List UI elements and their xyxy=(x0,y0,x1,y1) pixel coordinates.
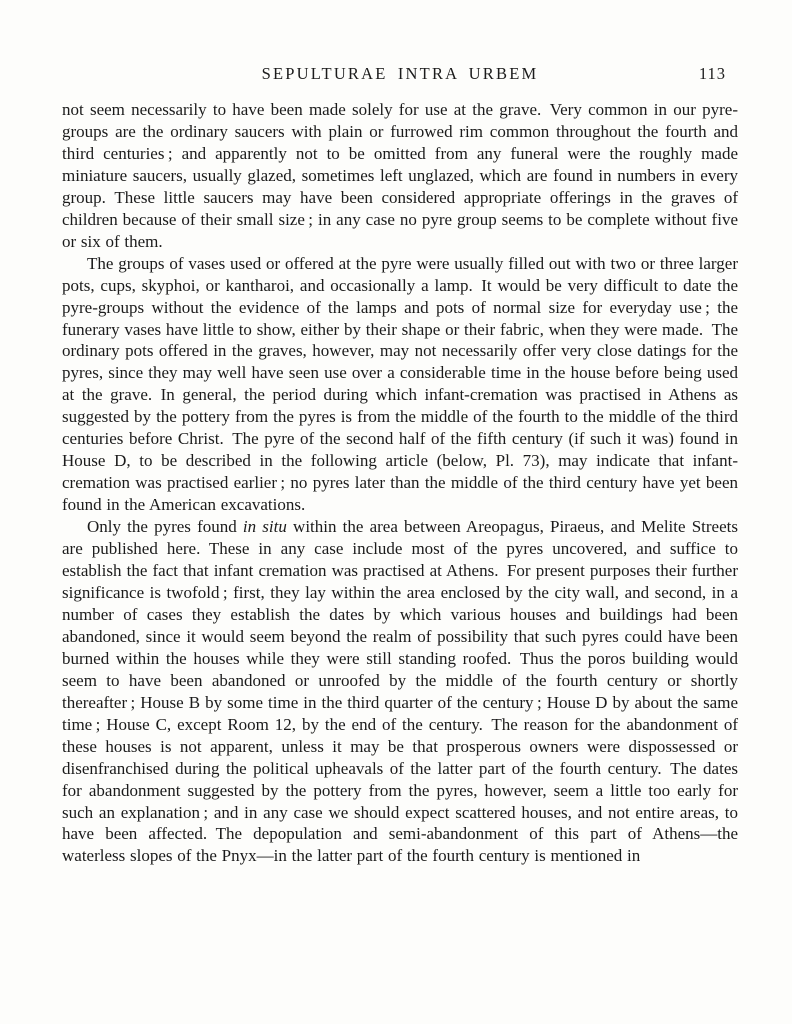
paragraph-continuation: not seem necessarily to have been made solely for use at the grave. Very common in our pyre-groups are the ordinary saucers with plain or furrowed rim common throughout the fourth and third centuries ; and apparently not to be omitted from any funeral were the roughly made miniature saucers, usually glazed, sometimes left unglazed, which are found in numbers in every group. These little saucers may have been considered appropriate offerings in the graves of children because of their small size ; in any case no pyre group seems to be complete without five or six of them. xyxy=(62,100,738,251)
paragraph-pyres-in-situ xyxy=(62,516,738,867)
paragraph-vase-groups: The groups of vases used or offered at the pyre were usually filled out with two or three larger pots, cups, skyphoi, or kantharoi, and occasionally a lamp. It would be very difficult to date the pyre-groups without the evidence of the lamps and pots of normal size for everyday use ; the funerary vases have little to show, either by their shape or their fabric, when they were made. The ordinary pots offered in the graves, however, may not necessarily offer very close datings for the pyres, since they may well have seen use over a considerable time in the house before being used at the grave. In general, the period during which infant-cremation was practised in Athens as suggested by the pottery from the pyres is from the middle of the fourth to the middle of the third centuries before Christ. The pyre of the second half of the fifth century (if such it was) found in House D, to be described in the following article (below, Pl. 73), may indicate that infant-cremation was practised earlier ; no pyres later than the middle of the third century have yet been found in the American excavations. xyxy=(62,253,738,515)
running-header-title: SEPULTURAE INTRA URBEM xyxy=(261,64,539,83)
italic-latin-phrase: in situ xyxy=(242,517,287,537)
paragraph-text-segment: within the area between Areopagus, Piraeus, and Melite Streets are published here. These in any case include most of the pyres uncovered, and suffice to establish the fact that infant cremation was practised at Athens. For present purposes their further significance is twofold ; first, they lay within the area enclosed by the city wall, and second, in a number of cases they establish the dates by which various houses and buildings had been abandoned, since it would seem beyond the realm of possibility that such pyres could have been burned within the houses while they were still standing roofed. Thus the poros building would seem to have been abandoned or unroofed by the middle of the fourth century or shortly thereafter ; House B by some time in the third quarter of the century ; House D by about the same time ; House C, except Room 12, by the end of the century. The reason for the abandonment of these houses is not apparent, unless it may be that prosperous owners were dispossessed or disenfranchised during the political upheavals of the latter part of the fourth century. The dates for abandonment suggested by the pottery from the pyres, however, seem a little too early for such an explanation ; and in any case we should expect scattered houses, and not entire areas, to have been affected. The depopulation and semi-abandonment of this part of Athens—the waterless slopes of the Pnyx—in the latter part of the fourth century is mentioned in xyxy=(62,517,738,866)
page-number: 113 xyxy=(698,64,726,83)
paragraph-text-segment: Only the pyres found xyxy=(87,517,243,537)
page-body xyxy=(62,99,738,867)
running-header xyxy=(62,64,738,84)
